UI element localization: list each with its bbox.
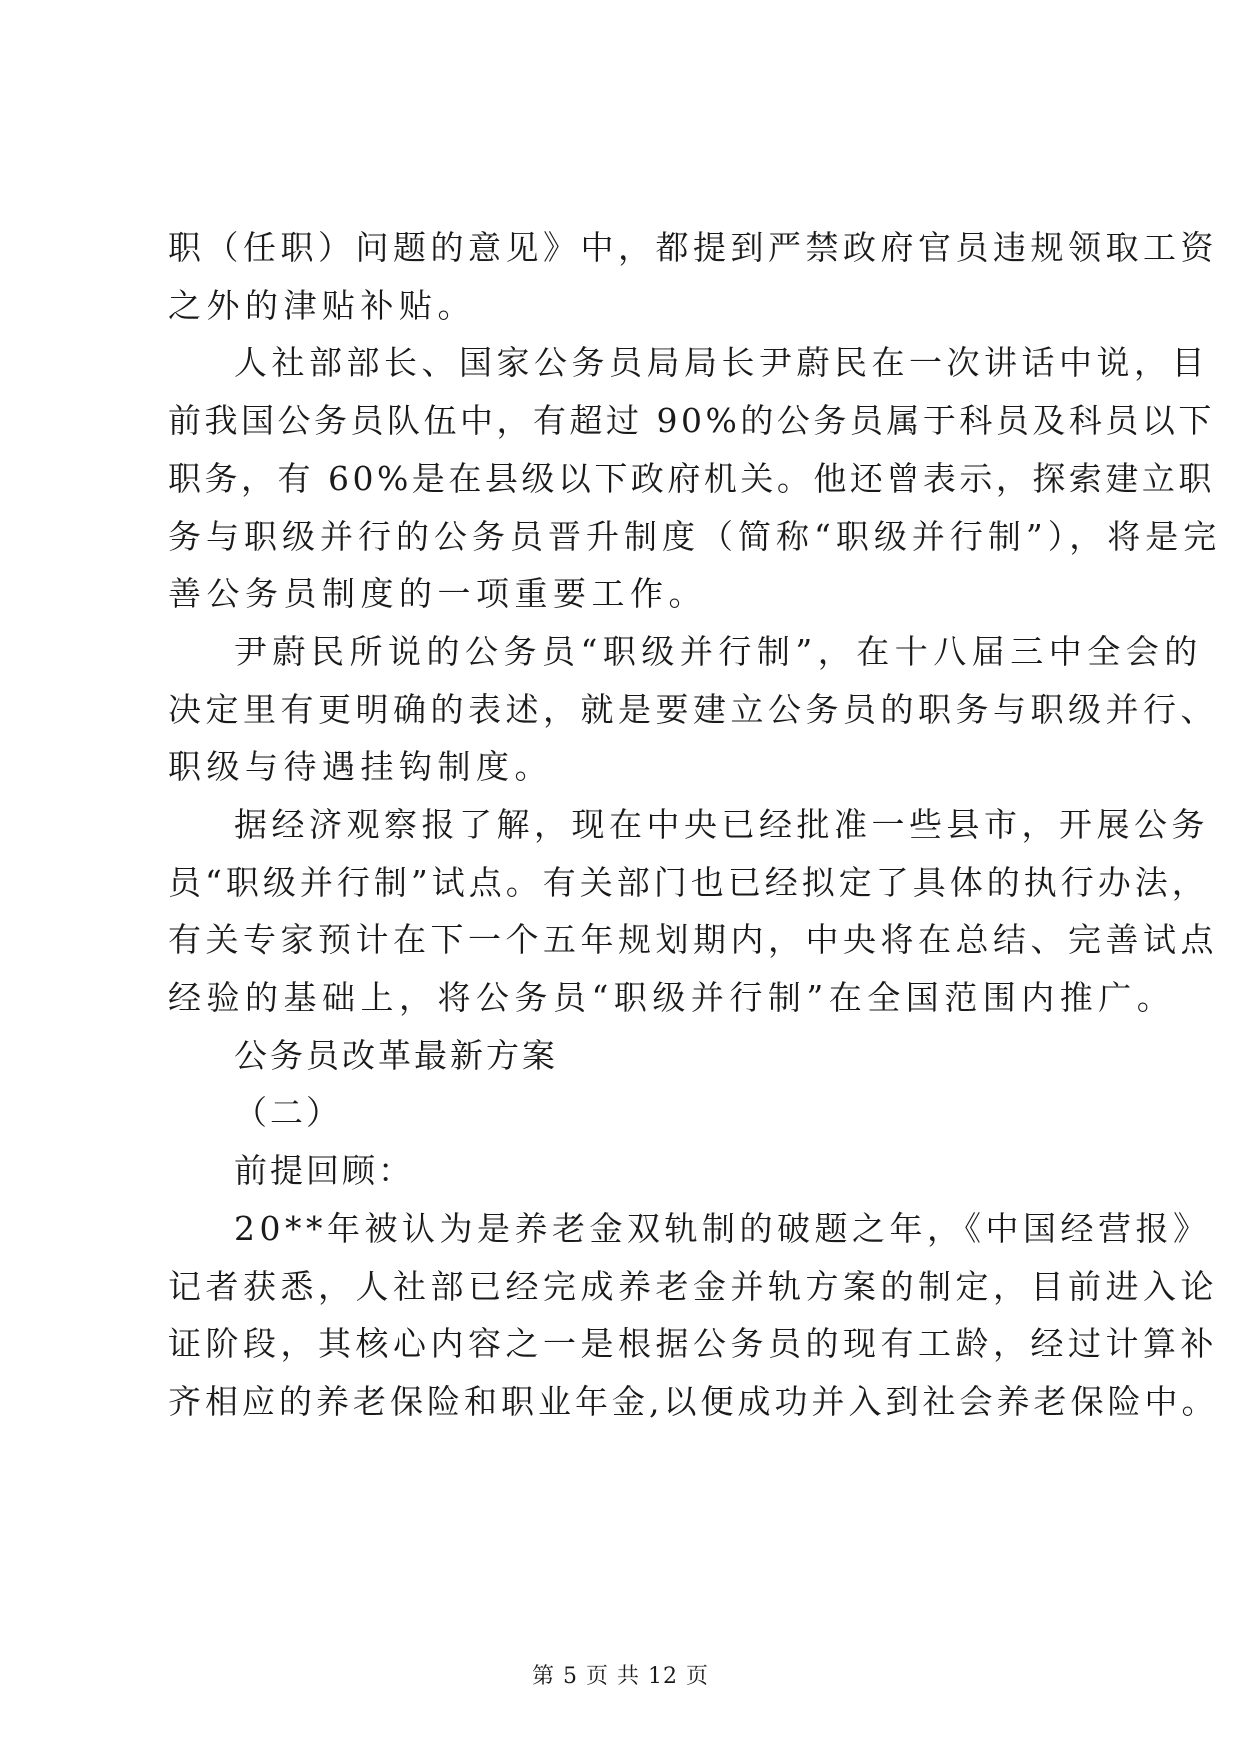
text-line: 员“职级并行制”试点。有关部门也已经拟定了具体的执行办法， xyxy=(168,863,1209,902)
paragraph-start: 20**年被认为是养老金双轨制的破题之年，《中国经营报》 xyxy=(234,1209,1211,1248)
text-line: 职级与待遇挂钩制度。 xyxy=(168,747,553,786)
text-line: 决定里有更明确的表述，就是要建立公务员的职务与职级并行、 xyxy=(168,690,1218,729)
page-footer: 第 5 页 共 12 页 xyxy=(532,1664,709,1689)
section-heading: 公务员改革最新方案 xyxy=(234,1036,558,1075)
text-line: 务与职级并行的公务员晋升制度（简称“职级并行制”），将是完 xyxy=(168,517,1222,556)
text-line: 前我国公务员队伍中，有超过 90%的公务员属于科员及科员以下 xyxy=(168,401,1215,440)
text-line: 之外的津贴补贴。 xyxy=(168,286,476,325)
text-line: 有关专家预计在下一个五年规划期内，中央将在总结、完善试点 xyxy=(168,920,1218,959)
subheading: 前提回顾： xyxy=(234,1151,414,1190)
text-line: 职务，有 60%是在县级以下政府机关。他还曾表示，探索建立职 xyxy=(168,459,1215,498)
text-line: 齐相应的养老保险和职业年金,以便成功并入到社会养老保险中。 xyxy=(168,1382,1219,1421)
text-line: 记者获悉，人社部已经完成养老金并轨方案的制定，目前进入论 xyxy=(168,1267,1218,1306)
paragraph-start: 据经济观察报了解，现在中央已经批准一些县市，开展公务 xyxy=(234,805,1209,844)
paragraph-start: 尹蔚民所说的公务员“职级并行制”，在十八届三中全会的 xyxy=(234,632,1203,671)
text-line: 善公务员制度的一项重要工作。 xyxy=(168,574,707,613)
paragraph-start: 人社部部长、国家公务员局局长尹蔚民在一次讲话中说，目 xyxy=(234,343,1209,382)
section-number: （二） xyxy=(234,1093,342,1132)
text-line: 证阶段，其核心内容之一是根据公务员的现有工龄，经过计算补 xyxy=(168,1324,1218,1363)
text-line: 经验的基础上，将公务员“职级并行制”在全国范围内推广。 xyxy=(168,978,1176,1017)
text-line: 职（任职）问题的意见》中，都提到严禁政府官员违规领取工资 xyxy=(168,228,1218,267)
